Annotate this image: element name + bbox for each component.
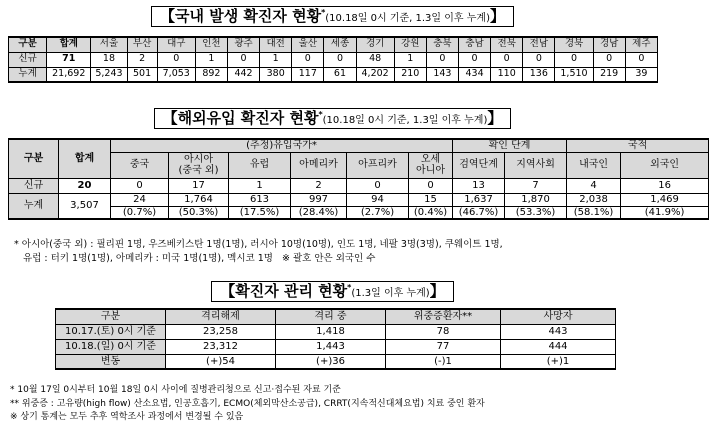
table-cell: 24 [111, 193, 169, 206]
domestic-header-cell: 강원 [394, 37, 426, 52]
table-cell: (0.7%) [111, 206, 169, 219]
table-cell: 380 [260, 67, 292, 82]
table-cell: 442 [227, 67, 259, 82]
table-cell: 0 [458, 52, 490, 67]
table-cell: 0 [426, 52, 458, 67]
footnote-line: * 아시아(중국 외) : 필리핀 1명, 우즈베키스탄 1명(1명), 러시아 10명(10명), 인도 1명, 네팔 3명(3명), 쿠웨이트 1명, [14, 239, 503, 250]
domestic-header-cell: 경남 [593, 37, 625, 52]
domestic-header-cell: 서울 [91, 37, 127, 52]
overseas-sub-header: 지역사회 [505, 152, 567, 178]
table-cell: 39 [625, 67, 657, 82]
table-cell: 78 [386, 324, 501, 339]
management-title-main: 확진자 관리 현황 [235, 282, 348, 300]
table-cell: 2,038 [567, 193, 621, 206]
table-cell: 1 [260, 52, 292, 67]
overseas-footnote [14, 238, 503, 267]
overseas-sub-header: 검역단계 [453, 152, 505, 178]
table-cell: 17 [169, 178, 229, 193]
table-cell: 0 [227, 52, 259, 67]
footnote-line: ※ 상기 통계는 모두 추후 역학조사 과정에서 변경될 수 있음 [10, 412, 244, 422]
table-cell: 1,637 [453, 193, 505, 206]
overseas-sub-header-row [9, 152, 709, 178]
table-cell: (+)1 [501, 354, 616, 369]
table-cell: 1,469 [621, 193, 709, 206]
table-cell: 1,443 [276, 339, 386, 354]
domestic-header-cell: 경북 [555, 37, 593, 52]
domestic-header-cell: 합계 [47, 37, 91, 52]
domestic-header-cell: 구분 [9, 37, 47, 52]
domestic-header-cell: 부산 [127, 37, 157, 52]
table-cell: 0 [409, 178, 453, 193]
overseas-sub-header: 오세 아니아 [409, 152, 453, 178]
overseas-table [8, 138, 709, 220]
table-cell: 0 [491, 52, 523, 67]
management-title-note: (1.3일 이후 누계) [351, 288, 430, 299]
table-cell: 997 [291, 193, 347, 206]
domestic-header-cell: 제주 [625, 37, 657, 52]
table-cell: 77 [386, 339, 501, 354]
table-cell: 143 [426, 67, 458, 82]
overseas-sub-header: 아시아 (중국 외) [169, 152, 229, 178]
domestic-title-note: (10.18일 0시 기준, 1.3일 이후 누계) [325, 13, 490, 24]
table-cell: 23,258 [166, 324, 276, 339]
table-cell: 13 [453, 178, 505, 193]
table-cell: 7 [505, 178, 567, 193]
table-cell: 892 [195, 67, 227, 82]
overseas-col-gubun: 구분 [9, 139, 59, 178]
domestic-header-cell: 경기 [356, 37, 394, 52]
table-cell: 15 [409, 193, 453, 206]
table-cell: 2 [127, 52, 157, 67]
management-header-cell: 격리 중 [276, 309, 386, 324]
overseas-title [0, 108, 665, 129]
table-cell: 누계 [9, 193, 59, 219]
table-cell: 0 [523, 52, 555, 67]
table-cell: 16 [621, 178, 709, 193]
management-header-cell: 구분 [56, 309, 166, 324]
domestic-header-cell: 대구 [157, 37, 195, 52]
table-cell: 0 [555, 52, 593, 67]
overseas-sub-header: 아프리카 [347, 152, 409, 178]
table-cell: 501 [127, 67, 157, 82]
domestic-row-cumulative [9, 67, 658, 82]
footnote-line: * 10월 17일 0시부터 10월 18일 0시 사이에 질병관리청으로 신고·접수된 자료 기준 [10, 385, 341, 395]
table-cell: 4 [567, 178, 621, 193]
management-title [0, 281, 665, 302]
table-cell: (2.7%) [347, 206, 409, 219]
table-cell: 0 [157, 52, 195, 67]
table-cell: 23,312 [166, 339, 276, 354]
management-header-row [56, 309, 616, 324]
table-cell: 3,507 [59, 193, 111, 219]
table-cell: 0 [625, 52, 657, 67]
table-cell: 5,243 [91, 67, 127, 82]
table-cell: (50.3%) [169, 206, 229, 219]
overseas-title-star: * [318, 110, 323, 119]
table-cell: 18 [91, 52, 127, 67]
table-cell: (0.4%) [409, 206, 453, 219]
table-cell: 219 [593, 67, 625, 82]
table-cell: 613 [229, 193, 291, 206]
table-cell: 7,053 [157, 67, 195, 82]
table-cell: 1,870 [505, 193, 567, 206]
table-cell: 1,764 [169, 193, 229, 206]
overseas-sub-header: 유럽 [229, 152, 291, 178]
domestic-header-cell: 전북 [491, 37, 523, 52]
overseas-col-total: 합계 [59, 139, 111, 178]
overseas-sub-header: 외국인 [621, 152, 709, 178]
table-cell: (53.3%) [505, 206, 567, 219]
domestic-header-cell: 광주 [227, 37, 259, 52]
table-cell: (17.5%) [229, 206, 291, 219]
table-cell: (+)54 [166, 354, 276, 369]
table-cell: 1 [394, 52, 426, 67]
table-cell: 0 [593, 52, 625, 67]
table-cell: 0 [111, 178, 169, 193]
footnote-line: ** 위중증 : 고유량(high flow) 산소요법, 인공호흡기, ECMO(체외막산소공급), CRRT(지속적신대체요법) 치료 중인 환자 [10, 398, 485, 409]
table-cell: (-)1 [386, 354, 501, 369]
table-cell: 10.17.(토) 0시 기준 [56, 324, 166, 339]
domestic-table [8, 36, 658, 83]
table-cell: 2 [291, 178, 347, 193]
table-cell: 71 [47, 52, 91, 67]
table-cell: 1 [229, 178, 291, 193]
management-table [55, 308, 616, 370]
overseas-group-nationality: 국적 [567, 139, 709, 152]
table-row [56, 339, 616, 354]
overseas-row-cumulative [9, 193, 709, 206]
domestic-title-main: 국내 발생 확진자 현황 [175, 7, 322, 25]
overseas-sub-header: 중국 [111, 152, 169, 178]
domestic-header-cell: 대전 [260, 37, 292, 52]
management-title-box: 【확진자 관리 현황*(1.3일 이후 누계)】 [211, 281, 453, 302]
domestic-header-cell: 충남 [458, 37, 490, 52]
table-cell: (+)36 [276, 354, 386, 369]
table-cell: 443 [501, 324, 616, 339]
table-cell: 10.18.(일) 0시 기준 [56, 339, 166, 354]
overseas-title-main: 해외유입 확진자 현황 [177, 109, 319, 127]
table-cell: 변동 [56, 354, 166, 369]
table-cell: 1,418 [276, 324, 386, 339]
table-cell: 21,692 [47, 67, 91, 82]
overseas-group-header-row [9, 139, 709, 152]
overseas-sub-header: 내국인 [567, 152, 621, 178]
domestic-header-cell: 세종 [324, 37, 356, 52]
table-cell: 1,510 [555, 67, 593, 82]
table-cell: 0 [292, 52, 324, 67]
table-row [56, 354, 616, 369]
table-cell: (28.4%) [291, 206, 347, 219]
overseas-title-note: (10.18일 0시 기준, 1.3일 이후 누계) [322, 115, 488, 126]
domestic-header-cell: 울산 [292, 37, 324, 52]
domestic-title-star: * [321, 8, 326, 17]
overseas-title-box: 【해외유입 확진자 현황*(10.18일 0시 기준, 1.3일 이후 누계)】 [154, 108, 512, 129]
management-header-cell: 사망자 [501, 309, 616, 324]
table-cell: 0 [347, 178, 409, 193]
table-cell: 신규 [9, 178, 59, 193]
overseas-sub-header: 아메리카 [291, 152, 347, 178]
management-header-cell: 위중증환자** [386, 309, 501, 324]
table-cell: 434 [458, 67, 490, 82]
table-cell: (58.1%) [567, 206, 621, 219]
management-title-star: * [347, 283, 352, 292]
table-cell: 210 [394, 67, 426, 82]
table-cell: 신규 [9, 52, 47, 67]
table-cell: 0 [324, 52, 356, 67]
footnote-line: 유럽 : 터키 1명(1명), 아메리카 : 미국 1명(1명), 멕시코 1명 ※ 괄호 안은 외국인 수 [14, 253, 376, 265]
table-cell: (46.7%) [453, 206, 505, 219]
domestic-header-cell: 인천 [195, 37, 227, 52]
table-cell: 110 [491, 67, 523, 82]
domestic-row-new [9, 52, 658, 67]
overseas-group-country: (추정)유입국가* [111, 139, 453, 152]
overseas-row-percent [9, 206, 709, 219]
domestic-header-cell: 충북 [426, 37, 458, 52]
table-cell: 1 [195, 52, 227, 67]
domestic-title-box: 【국내 발생 확진자 현황*(10.18일 0시 기준, 1.3일 이후 누계)】 [151, 6, 514, 27]
management-footnote [10, 384, 485, 425]
overseas-row-new [9, 178, 709, 193]
table-cell: 136 [523, 67, 555, 82]
table-cell: 누계 [9, 67, 47, 82]
table-cell: 94 [347, 193, 409, 206]
table-cell: 48 [356, 52, 394, 67]
table-cell: 61 [324, 67, 356, 82]
management-header-cell: 격리해제 [166, 309, 276, 324]
domestic-header-cell: 전남 [523, 37, 555, 52]
table-cell: 4,202 [356, 67, 394, 82]
table-cell: (41.9%) [621, 206, 709, 219]
domestic-title [0, 6, 665, 27]
table-cell: 444 [501, 339, 616, 354]
table-cell: 20 [59, 178, 111, 193]
domestic-header-row [9, 37, 658, 52]
overseas-group-check: 확인 단계 [453, 139, 567, 152]
table-row [56, 324, 616, 339]
table-cell: 117 [292, 67, 324, 82]
